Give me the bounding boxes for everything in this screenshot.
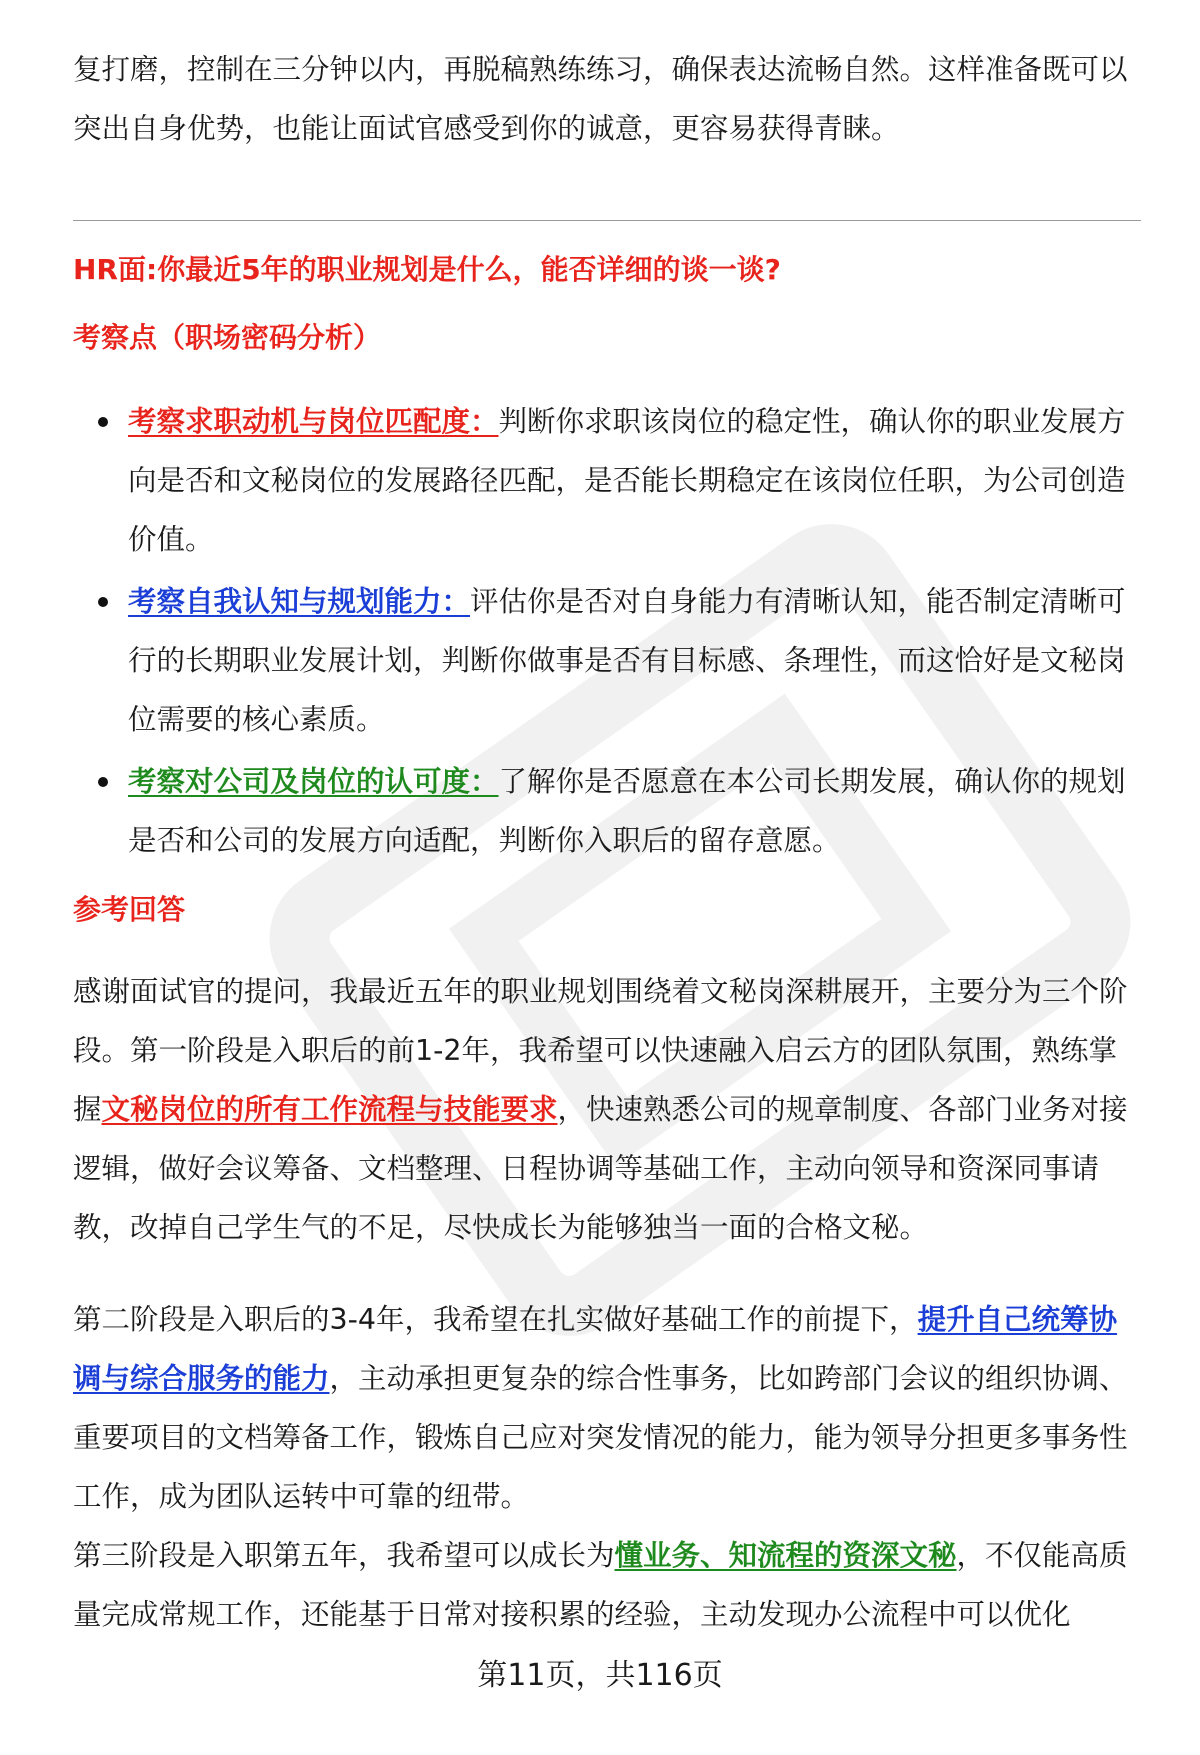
assessment-point-motivation (73, 392, 1141, 569)
answer-paragraph-stage-2 (73, 1290, 1141, 1526)
bullet-icon (98, 417, 108, 427)
answer-text: ，不仅能高质量完成常规工作，还能基于日常对接积累的经验，主动发现办公流程中可以优化 (73, 1539, 1128, 1631)
answer-text: ，主动承担更复杂的综合性事务，比如跨部门会议的组织协调、重要项目的文档筹备工作，锻炼自己应对突发情况的能力，能为领导分担更多事务性工作，成为团队运转中可靠的纽带。 (73, 1362, 1128, 1513)
question-heading: HR面:你最近5年的职业规划是什么，能否详细的谈一谈? (73, 253, 781, 286)
point-text: 判断你求职该岗位的稳定性，确认你的职业发展方向是否和文秘岗位的发展路径匹配，是否能长期稳定在该岗位任职，为公司创造价值。 (128, 405, 1126, 556)
answer-text: ，快速熟悉公司的规章制度、各部门业务对接逻辑，做好会议筹备、文档整理、日程协调等基础工作，主动向领导和资深同事请教，改掉自己学生气的不足，尽快成长为能够独当一面的合格文秘。 (73, 1093, 1128, 1244)
analysis-heading: 考察点（职场密码分析） (73, 321, 382, 354)
answer-highlight: 懂业务、知流程的资深文秘 (614, 1539, 957, 1572)
point-label: 考察自我认知与规划能力： (128, 585, 471, 618)
answer-paragraph-stage-3 (73, 1526, 1141, 1644)
answer-paragraph-stage-1 (73, 962, 1141, 1257)
bullet-icon (98, 777, 108, 787)
assessment-point-company-recognition (73, 752, 1141, 870)
point-text: 了解你是否愿意在本公司长期发展，确认你的规划是否和公司的发展方向适配，判断你入职后的留存意愿。 (128, 765, 1126, 857)
answer-text: 感谢面试官的提问，我最近五年的职业规划围绕着文秘岗深耕展开，主要分为三个阶段。第一阶段是入职后的前1-2年，我希望可以快速融入启云方的团队氛围，熟练掌握 (73, 975, 1128, 1126)
answer-highlight: 提升自己统筹协调与综合服务的能力 (73, 1303, 1118, 1395)
assessment-point-self-awareness (73, 572, 1141, 749)
assessment-points-list (73, 392, 1141, 873)
intro-paragraph: 复打磨，控制在三分钟以内，再脱稿熟练练习，确保表达流畅自然。这样准备既可以突出自身优势，也能让面试官感受到你的诚意，更容易获得青睐。 (73, 53, 1128, 145)
point-text: 评估你是否对自身能力有清晰认知，能否制定清晰可行的长期职业发展计划，判断你做事是否有目标感、条理性，而这恰好是文秘岗位需要的核心素质。 (128, 585, 1126, 736)
point-label: 考察求职动机与岗位匹配度： (128, 405, 499, 438)
bullet-icon (98, 597, 108, 607)
section-divider (73, 220, 1141, 221)
page-number-footer: 第11页，共116页 (477, 1658, 723, 1693)
answer-text: 第三阶段是入职第五年，我希望可以成长为 (73, 1539, 615, 1572)
point-label: 考察对公司及岗位的认可度： (128, 765, 499, 798)
answer-text: 第二阶段是入职后的3-4年，我希望在扎实做好基础工作的前提下， (73, 1303, 918, 1336)
answer-highlight: 文秘岗位的所有工作流程与技能要求 (101, 1093, 558, 1126)
answer-heading: 参考回答 (73, 893, 186, 926)
